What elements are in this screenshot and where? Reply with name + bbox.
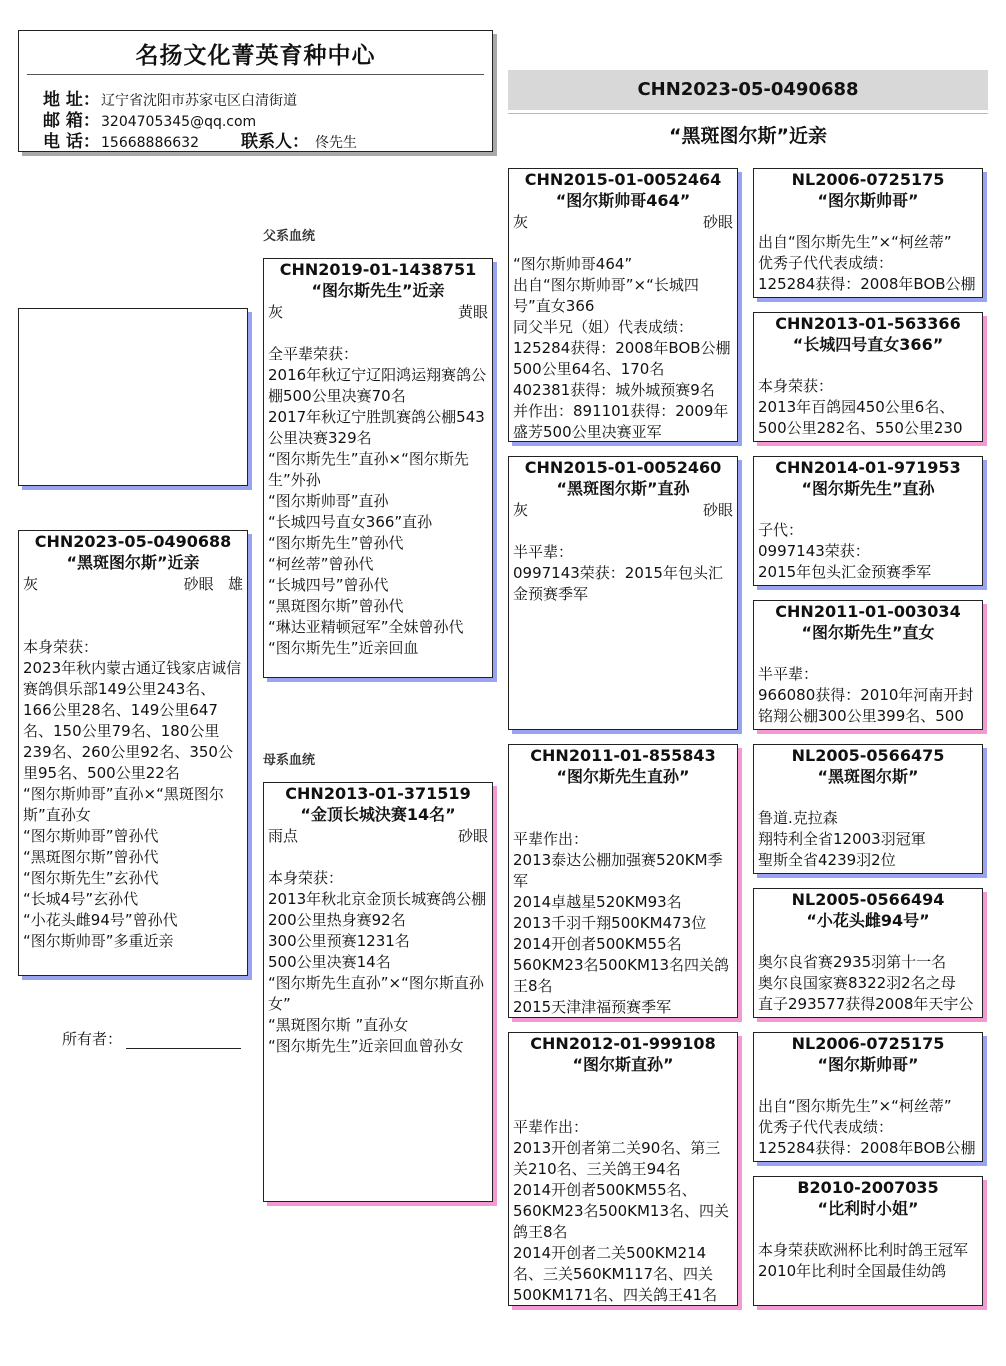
- sire-color: 灰: [268, 303, 284, 321]
- sire-line: 2017年秋辽宁胜凯赛鸽公棚543公里决赛329名: [268, 408, 485, 447]
- gen4-line: 半平辈：: [758, 665, 819, 683]
- gen4-line: 奥尔良国家赛8322羽2名之母: [758, 974, 956, 992]
- gen3-line: 平辈作出：: [513, 830, 589, 848]
- main-line: “小花头雌94号”曾孙代: [23, 911, 178, 929]
- gen3-line: 2014开创者500KM55名: [513, 935, 682, 953]
- gen3-ring: CHN2012-01-999108: [530, 1034, 716, 1053]
- dam-lines: [268, 868, 488, 1057]
- main-line: 本身荣获：: [23, 638, 99, 656]
- gen4-line: 出自“图尔斯先生”×“柯丝蒂”: [758, 1097, 952, 1115]
- gen3-line: “图尔斯帅哥464”: [513, 255, 633, 273]
- gen4-line: 翔特利全省12003羽冠軍: [758, 830, 926, 848]
- gen4-line: 出自“图尔斯先生”×“柯丝蒂”: [758, 233, 952, 251]
- dam-name: “金顶长城決赛14名”: [300, 805, 456, 824]
- sire-line: 全平辈荣获：: [268, 345, 359, 363]
- gen4-line: 奥尔良省赛2935羽第十一名: [758, 953, 947, 971]
- gen3-ring: CHN2015-01-0052460: [524, 458, 722, 477]
- grandsire-paternal-card: [508, 168, 738, 442]
- gen4-line: 2013年百鸽园450公里6名、500公里282名、550公里230: [758, 398, 963, 437]
- dam-card: [263, 782, 493, 1202]
- gen4-name: “图尔斯帅哥”: [817, 191, 919, 210]
- gen4-line: 966080获得：2010年河南开封铭翔公棚300公里399名、500: [758, 686, 974, 725]
- sire-line: “柯丝蒂”曾孙代: [268, 555, 374, 573]
- gen3-line: 半平辈：: [513, 543, 574, 561]
- dam-line: 500公里决赛14名: [268, 953, 391, 971]
- granddam-maternal-card: [508, 1032, 738, 1306]
- dam-line: “图尔斯先生”近亲回血曾孙女: [268, 1037, 464, 1055]
- gen4-line: 本身荣获欧洲杯比利时鸽王冠军: [758, 1241, 969, 1259]
- gen3-ring: CHN2011-01-855843: [530, 746, 716, 765]
- gen4-line: 0997143荣获：: [758, 542, 870, 560]
- subject-divider: [508, 113, 988, 114]
- gen4-name: “图尔斯先生”直女: [801, 623, 935, 642]
- ancestor-card-1: [753, 168, 983, 298]
- gen4-ring: NL2006-0725175: [791, 1034, 945, 1053]
- gen3-line: 并作出：891101获得：2009年盛芳500公里决赛亚军: [513, 402, 729, 441]
- sire-name: “图尔斯先生”近亲: [311, 281, 445, 300]
- dam-meta: [268, 825, 488, 847]
- dam-line: “黑斑图尔斯 ”直孙女: [268, 1016, 409, 1034]
- sire-line: “图尔斯先生”近亲回血: [268, 639, 419, 657]
- main-line: “长城4号”玄孙代: [23, 890, 139, 908]
- sire-lines: [268, 344, 488, 659]
- main-line: “图尔斯先生”玄孙代: [23, 869, 159, 887]
- dam-eye: 砂眼: [457, 827, 488, 845]
- sire-line: “琳达亚精顿冠军”全妹曾孙代: [268, 618, 464, 636]
- gen3-line: 2014开创者二关500KM214名、三关560KM117名、四关500KM171名、四关鸽王41名: [513, 1244, 718, 1304]
- granddam-paternal-card: [508, 456, 738, 730]
- phone-value: 15668886632: [101, 135, 199, 151]
- main-meta: [23, 573, 243, 595]
- gen4-line: 优秀子代代表成绩：: [758, 1118, 894, 1136]
- dam-color: 雨点: [268, 827, 299, 845]
- main-color: 灰: [23, 575, 39, 593]
- gen4-ring: CHN2011-01-003034: [775, 602, 961, 621]
- gen3-eye: 砂眼: [702, 213, 733, 231]
- email-value: 3204705345@qq.com: [101, 114, 257, 130]
- sire-line-label: 父系血统: [263, 229, 316, 244]
- main-line: “黑斑图尔斯”曾孙代: [23, 848, 159, 866]
- contact-value: 佟先生: [314, 135, 357, 151]
- ancestor-card-7: [753, 1032, 983, 1162]
- gen3-name: “图尔斯先生直孙”: [556, 767, 690, 786]
- grandsire-maternal-card: [508, 744, 738, 1018]
- gen4-ring: NL2006-0725175: [791, 170, 945, 189]
- owner-field: [62, 1028, 241, 1049]
- main-line: “图尔斯帅哥”曾孙代: [23, 827, 159, 845]
- ancestor-card-4: [753, 600, 983, 730]
- gen3-color: 灰: [513, 213, 529, 231]
- gen3-ring: CHN2015-01-0052464: [524, 170, 722, 189]
- gen3-line: 平辈作出：: [513, 1118, 589, 1136]
- contact-label: 联系人：: [240, 132, 309, 152]
- sire-meta: [268, 301, 488, 323]
- ancestor-card-5: [753, 744, 983, 874]
- main-line: “图尔斯帅哥”直孙×“黑斑图尔斯”直孙女: [23, 785, 224, 824]
- gen3-line: 0997143荣获：2015年包头汇金预赛季军: [513, 564, 723, 603]
- address-value: 辽宁省沈阳市苏家屯区白清街道: [101, 93, 297, 109]
- ancestor-card-8: [753, 1176, 983, 1306]
- ancestor-card-2: [753, 312, 983, 442]
- sire-line: “黑斑图尔斯”曾孙代: [268, 597, 404, 615]
- dam-line: 200公里热身赛92名: [268, 911, 406, 929]
- main-name: “黑斑图尔斯”近亲: [66, 553, 200, 572]
- sire-eye: 黄眼: [457, 303, 488, 321]
- gen3-line: 同父半兄（姐）代表成绩：: [513, 318, 694, 336]
- gen3-line: 2013泰达公棚加强赛520KM季军: [513, 851, 723, 890]
- gen4-line: 2015年包头汇金预赛季军: [758, 563, 932, 581]
- gen3-line: 出自“图尔斯帅哥”×“长城四号”直女366: [513, 276, 699, 315]
- owner-label: 所有者：: [62, 1030, 123, 1048]
- dam-line: “图尔斯先生直孙”×“图尔斯直孙女”: [268, 974, 484, 1013]
- gen4-line: 2010年比利时全国最佳幼鸽: [758, 1262, 947, 1280]
- photo-placeholder: [18, 308, 248, 486]
- sire-ring: CHN2019-01-1438751: [279, 260, 477, 279]
- gen4-name: “黑斑图尔斯”: [817, 767, 919, 786]
- gen4-ring: NL2005-0566475: [791, 746, 945, 765]
- gen4-name: “图尔斯帅哥”: [817, 1055, 919, 1074]
- sire-line: “长城四号直女366”直孙: [268, 513, 433, 531]
- dam-line: 本身荣获：: [268, 869, 344, 887]
- gen3-line: 402381获得：城外城预赛9名: [513, 381, 715, 399]
- gen4-name: “图尔斯先生”直孙: [801, 479, 935, 498]
- gen4-name: “小花头雌94号”: [806, 911, 930, 930]
- dam-line: 2013年秋北京金顶长城赛鸽公棚: [268, 890, 487, 908]
- gen3-eye: 砂眼: [702, 501, 733, 519]
- main-line: 2023年秋内蒙古通辽钱家店诚信赛鸽俱乐部149公里243名、166公里28名、149公里647名、150公里79名、180公里239名、260公里92名、350公里95名、500公里22名: [23, 659, 242, 782]
- gen4-line: 125284获得：2008年BOB公棚: [758, 1139, 976, 1157]
- gen4-line: 本身荣获：: [758, 377, 834, 395]
- owner-blank-line: [126, 1034, 241, 1049]
- ancestor-card-3: [753, 456, 983, 586]
- gen3-name: “黑斑图尔斯”直孙: [556, 479, 690, 498]
- gen3-meta: [513, 499, 733, 521]
- phone-row: [43, 127, 357, 152]
- main-lines: [23, 637, 243, 952]
- ancestor-card-6: [753, 888, 983, 1018]
- dam-line: 300公里预赛1231名: [268, 932, 410, 950]
- main-ring: CHN2023-05-0490688: [34, 532, 232, 551]
- gen3-line: 2014开创者500KM55名、560KM23名500KM13名、四关鸽王8名: [513, 1181, 729, 1241]
- dam-ring: CHN2013-01-371519: [285, 784, 471, 803]
- sire-card: [263, 258, 493, 678]
- dam-line-label: 母系血统: [263, 753, 316, 768]
- gen4-ring: CHN2014-01-971953: [775, 458, 961, 477]
- gen3-line: 2013开创者第二关90名、第三关210名、三关鸽王94名: [513, 1139, 721, 1178]
- gen3-meta: [513, 211, 733, 233]
- gen3-line: 560KM23名500KM13名四关鸽王8名: [513, 956, 729, 995]
- gen4-ring: CHN2013-01-563366: [775, 314, 961, 333]
- phone-label: 电 话：: [43, 132, 100, 152]
- gen3-line: 2013千羽千翔500KM473位: [513, 914, 707, 932]
- gen4-line: 鲁道.克拉森: [758, 809, 838, 827]
- gen3-line: 125284获得：2008年BOB公棚500公里64名、170名: [513, 339, 731, 378]
- main-eye: 砂眼: [183, 575, 214, 593]
- gen4-ring: B2010-2007035: [797, 1178, 939, 1197]
- main-sex: 雄: [227, 575, 243, 593]
- gen4-name: “比利时小姐”: [817, 1199, 919, 1218]
- gen4-ring: NL2005-0566494: [791, 890, 945, 909]
- header-divider: [27, 74, 484, 75]
- gen4-line: 聖斯全省4239羽2位: [758, 851, 896, 869]
- main-pigeon-card: [18, 530, 248, 976]
- subject-name: “黑斑图尔斯”近亲: [669, 125, 827, 147]
- subject-ring-band: CHN2023-05-0490688: [508, 70, 988, 110]
- gen4-line: 优秀子代代表成绩：: [758, 254, 894, 272]
- breeder-info-box: [18, 30, 493, 152]
- email-label: 邮 箱：: [43, 111, 100, 131]
- sire-line: “图尔斯先生”曾孙代: [268, 534, 404, 552]
- sire-line: “图尔斯帅哥”直孙: [268, 492, 389, 510]
- gen3-line: 2014卓越星520KM93名: [513, 893, 682, 911]
- address-label: 地 址：: [43, 90, 100, 110]
- gen3-line: 2015天津津福预赛季军: [513, 998, 672, 1016]
- main-line: “图尔斯帅哥”多重近亲: [23, 932, 174, 950]
- sire-line: “长城四号”曾孙代: [268, 576, 389, 594]
- gen4-line: 子代：: [758, 521, 804, 539]
- gen3-name: “图尔斯直孙”: [572, 1055, 674, 1074]
- gen3-name: “图尔斯帅哥464”: [555, 191, 691, 210]
- sire-line: “图尔斯先生”直孙×“图尔斯先生”外孙: [268, 450, 469, 489]
- gen4-line: 直子293577获得2008年天宇公: [758, 995, 974, 1013]
- sire-line: 2016年秋辽宁辽阳鸿运翔赛鸽公棚500公里决赛70名: [268, 366, 487, 405]
- gen4-line: 125284获得：2008年BOB公棚: [758, 275, 976, 293]
- breeder-title: 名扬文化菁英育种中心: [135, 43, 376, 69]
- gen3-color: 灰: [513, 501, 529, 519]
- gen4-name: “长城四号直女366”: [792, 335, 944, 354]
